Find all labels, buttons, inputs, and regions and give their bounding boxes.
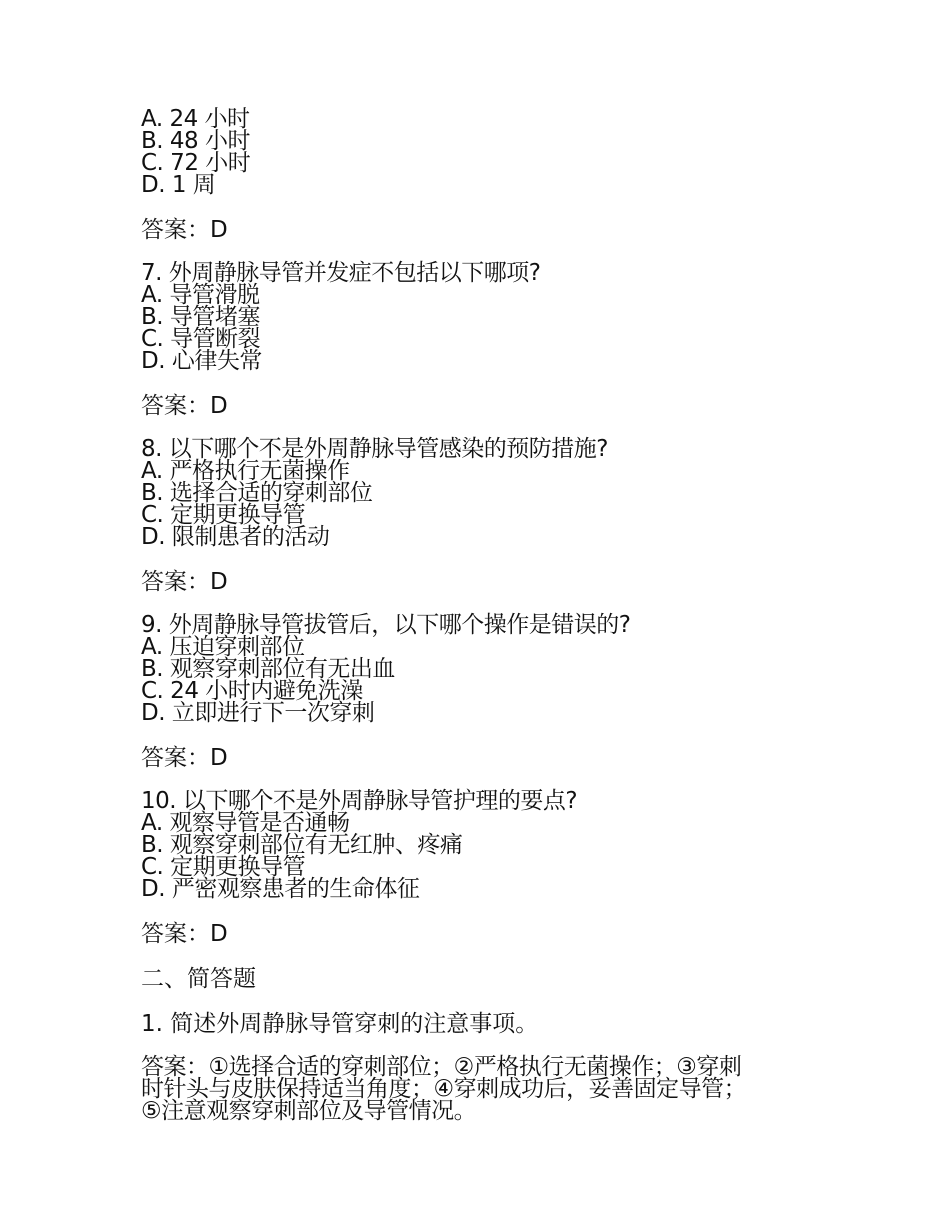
short-answer-1-answer [141,1056,821,1122]
option-c: C. 定期更换导管 [141,854,306,880]
question-10 [141,790,821,900]
document-page [141,108,821,1122]
option-d: D. 限制患者的活动 [141,524,330,550]
option-c: C. 24 小时内避免洗澡 [141,678,363,704]
option-c: C. 导管断裂 [141,326,261,352]
option-a: A. 导管滑脱 [141,282,260,308]
option-b: B. 48 小时 [141,128,250,154]
short-answer-question-1: 1. 简述外周静脉导管穿刺的注意事项。 [141,1011,539,1037]
question-8-answer: 答案：D [141,569,228,595]
section-heading: 二、简答题 [141,966,256,992]
option-b: B. 选择合适的穿刺部位 [141,480,373,506]
question-text: 7. 外周静脉导管并发症不包括以下哪项? [141,260,541,286]
question-9-answer: 答案：D [141,745,228,771]
option-a: A. 压迫穿刺部位 [141,634,305,660]
answer-line: ⑤注意观察穿刺部位及导管情况。 [141,1098,477,1124]
question-text: 9. 外周静脉导管拔管后，以下哪个操作是错误的? [141,612,631,638]
option-d: D. 立即进行下一次穿刺 [141,700,375,726]
answer-line: 答案：①选择合适的穿刺部位；②严格执行无菌操作；③穿刺 [141,1054,742,1080]
option-a: A. 观察导管是否通畅 [141,810,350,836]
question-7 [141,262,821,372]
question-6-options [141,108,821,196]
option-b: B. 导管堵塞 [141,304,260,330]
option-d: D. 严密观察患者的生命体征 [141,876,420,902]
option-d: D. 心律失常 [141,348,262,374]
option-a: A. 24 小时 [141,106,250,132]
question-10-answer: 答案：D [141,921,228,947]
question-8 [141,438,821,548]
option-b: B. 观察穿刺部位有无出血 [141,656,395,682]
answer-line: 时针头与皮肤保持适当角度；④穿刺成功后，妥善固定导管； [141,1076,747,1102]
question-6-answer: 答案：D [141,217,228,243]
option-c: C. 72 小时 [141,150,251,176]
option-d: D. 1 周 [141,172,216,198]
question-text: 10. 以下哪个不是外周静脉导管护理的要点? [141,788,578,814]
option-c: C. 定期更换导管 [141,502,306,528]
question-7-answer: 答案：D [141,393,228,419]
option-b: B. 观察穿刺部位有无红肿、疼痛 [141,832,463,858]
question-text: 8. 以下哪个不是外周静脉导管感染的预防措施? [141,436,608,462]
option-a: A. 严格执行无菌操作 [141,458,350,484]
question-9 [141,614,821,724]
